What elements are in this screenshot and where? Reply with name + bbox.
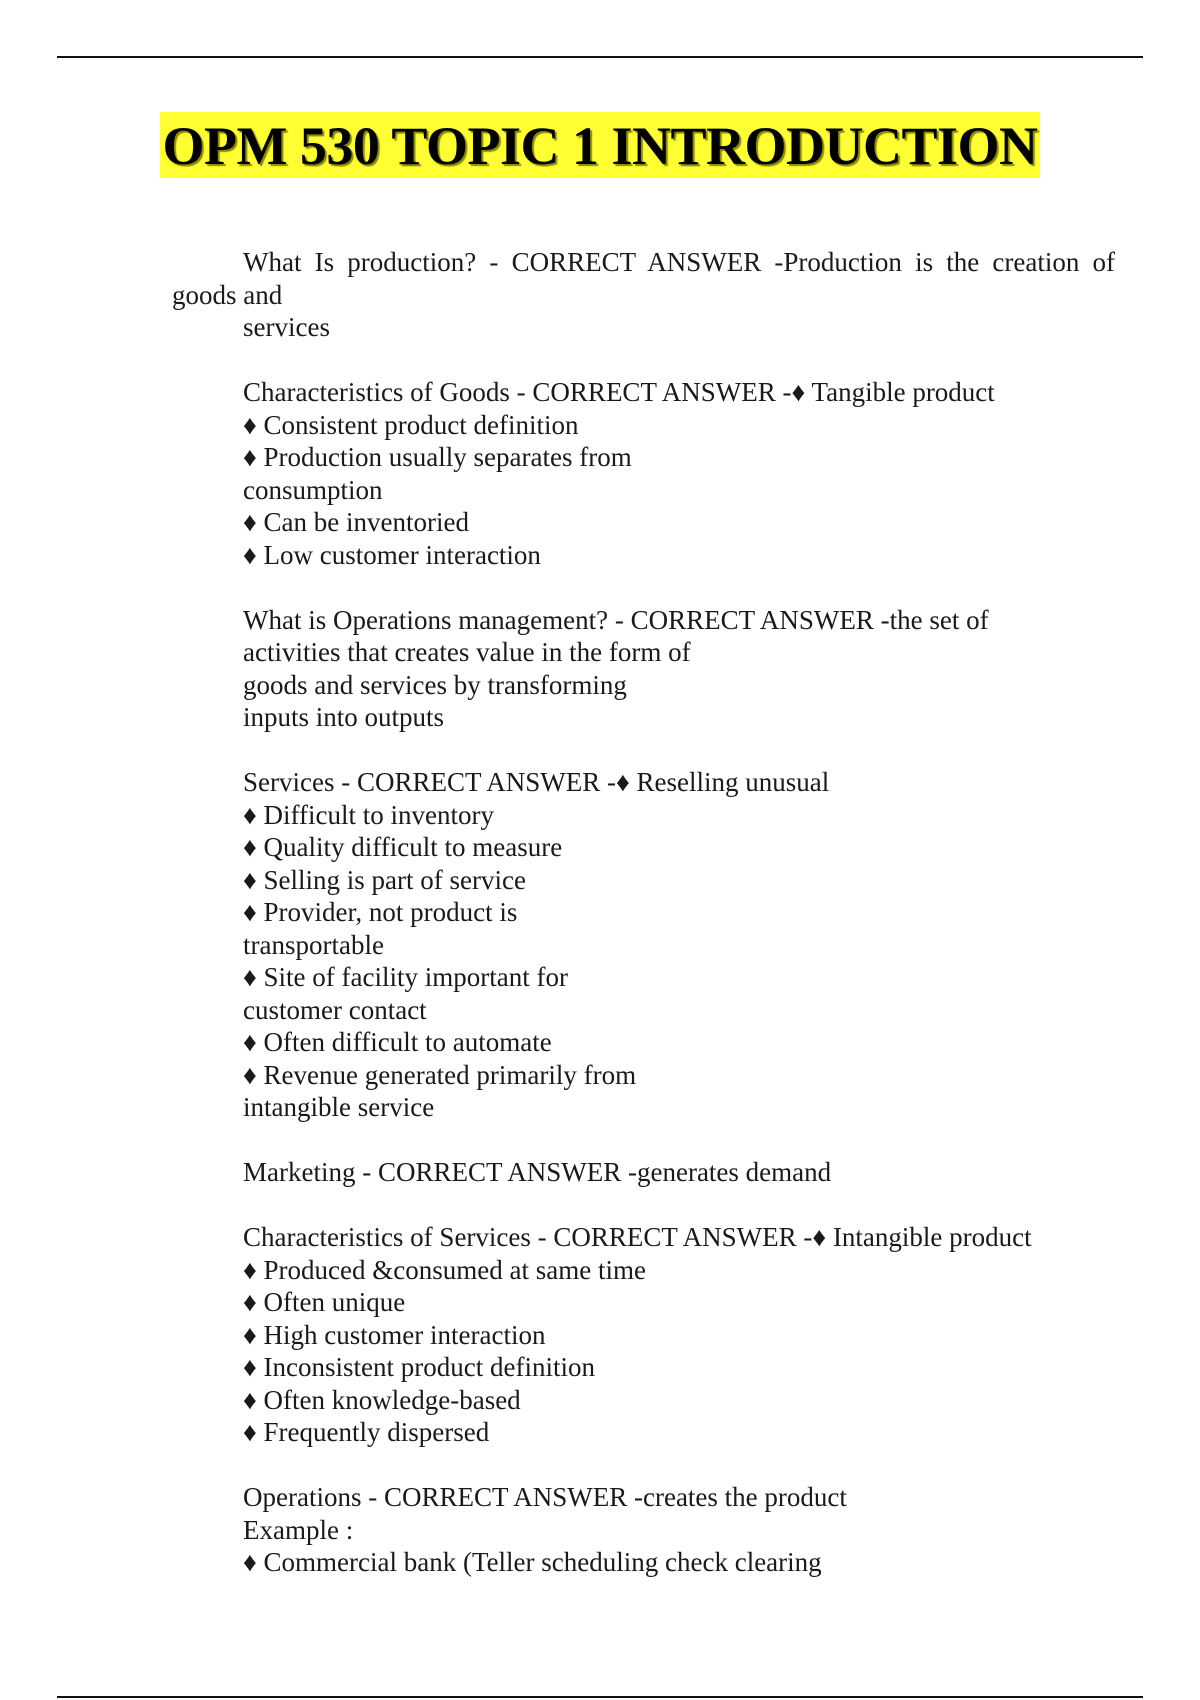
qa-line: Marketing - CORRECT ANSWER -generates demand xyxy=(243,1157,832,1187)
qa-line: ♦ Frequently dispersed xyxy=(243,1417,490,1447)
qa-line: Characteristics of Goods - CORRECT ANSWER -♦ Tangible product xyxy=(243,377,995,407)
qa-line: intangible service xyxy=(243,1092,435,1122)
qa-item-operations xyxy=(0,1481,1200,1579)
paragraph-gap xyxy=(0,344,1200,377)
qa-line: ♦ Low customer interaction xyxy=(243,539,541,570)
qa-item-marketing xyxy=(0,1156,1200,1189)
qa-line: goods and xyxy=(172,279,283,310)
qa-line: ♦ Selling is part of service xyxy=(243,864,526,895)
qa-line: ♦ Provider, not product is xyxy=(243,897,518,927)
qa-line: ♦ Commercial bank (Teller scheduling check clearing xyxy=(243,1547,822,1577)
qa-item-production xyxy=(0,246,1200,344)
paragraph-gap xyxy=(0,1189,1200,1222)
bottom-rule xyxy=(57,1696,1143,1698)
qa-item-services xyxy=(0,766,1200,1124)
qa-line: Characteristics of Services - CORRECT ANSWER -♦ Intangible product xyxy=(243,1222,1032,1252)
qa-line: ♦ Produced &consumed at same time xyxy=(243,1254,646,1285)
qa-line: What is Operations management? - CORRECT ANSWER -the set of xyxy=(243,604,989,635)
qa-line: ♦ Production usually separates from xyxy=(243,442,632,472)
qa-line: What Is production? - CORRECT ANSWER -Production is the creation of xyxy=(243,247,1115,277)
qa-line: activities that creates value in the form of xyxy=(243,637,691,667)
document-body xyxy=(0,246,1200,1579)
qa-line: customer contact xyxy=(243,994,427,1025)
qa-line: ♦ Site of facility important for xyxy=(243,962,568,992)
qa-line: ♦ Quality difficult to measure xyxy=(243,832,563,862)
qa-line: ♦ Often knowledge-based xyxy=(243,1384,521,1415)
qa-item-operations-management xyxy=(0,604,1200,734)
title-block xyxy=(0,112,1200,178)
document-title: OPM 530 TOPIC 1 INTRODUCTION xyxy=(160,112,1039,178)
qa-line: Operations - CORRECT ANSWER -creates the product xyxy=(243,1482,847,1512)
qa-line: ♦ Often unique xyxy=(243,1287,406,1317)
paragraph-gap xyxy=(0,1124,1200,1157)
paragraph-gap xyxy=(0,1449,1200,1482)
qa-line: ♦ Can be inventoried xyxy=(243,507,469,537)
qa-line: goods and services by transforming xyxy=(243,669,627,700)
paragraph-gap xyxy=(0,734,1200,767)
qa-line: ♦ High customer interaction xyxy=(243,1319,546,1350)
qa-line: transportable xyxy=(243,929,384,960)
qa-line: consumption xyxy=(243,474,383,505)
qa-line: ♦ Often difficult to automate xyxy=(243,1027,552,1057)
qa-line: services xyxy=(243,312,330,342)
qa-line: ♦ Revenue generated primarily from xyxy=(243,1059,637,1090)
qa-line: inputs into outputs xyxy=(243,702,445,732)
qa-item-characteristics-goods xyxy=(0,376,1200,571)
top-rule xyxy=(57,56,1143,58)
qa-line: Example : xyxy=(243,1514,354,1545)
qa-line: ♦ Difficult to inventory xyxy=(243,799,494,830)
qa-item-characteristics-services xyxy=(0,1221,1200,1449)
qa-line: Services - CORRECT ANSWER -♦ Reselling unusual xyxy=(243,767,830,797)
qa-line: ♦ Inconsistent product definition xyxy=(243,1352,595,1382)
qa-line: ♦ Consistent product definition xyxy=(243,409,579,440)
paragraph-gap xyxy=(0,571,1200,604)
